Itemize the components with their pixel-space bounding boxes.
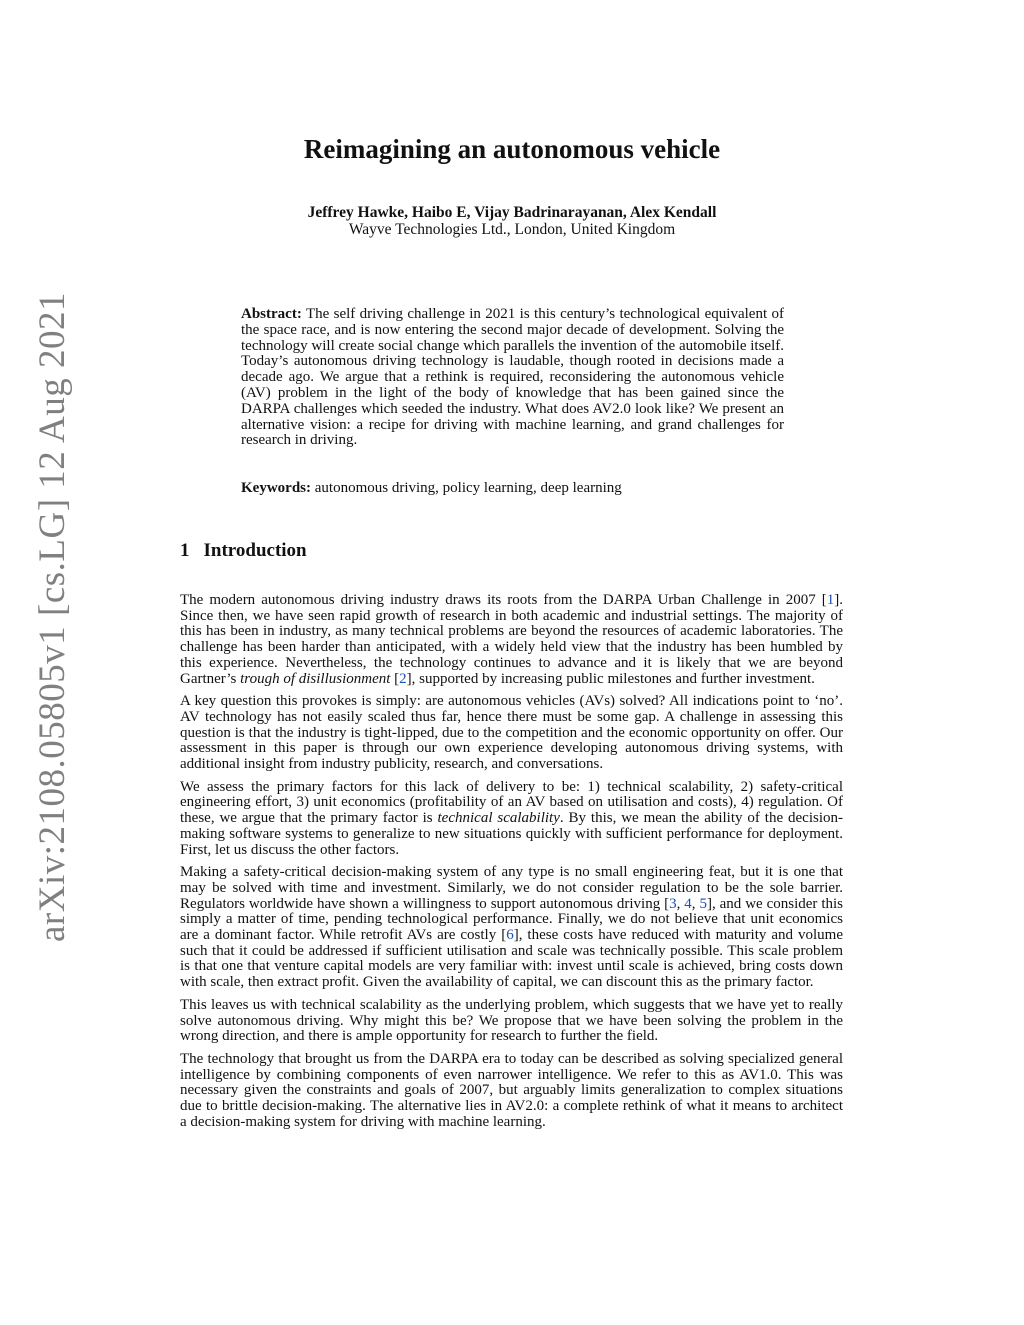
text-span: ], and we consider this simply a matter of time, pending technological performance. Finally, we do not believe that unit economics are a dominant factor. While retrofit AVs are costly [ — [180, 895, 843, 944]
abstract-text: The self driving challenge in 2021 is this century’s technological equivalent of the space race, and is now entering the second major decade of development. Solving the technology will create social change which parallels the invention of the automobile itself. Today’s autonomous driving technology is laudable, though rooted in decisions made a decade ago. We argue that a rethink is required, reconsidering the autonomous vehicle (AV) problem in the light of the body of knowledge that has been gained since the DARPA challenges which seeded the industry. What does AV2.0 look like? We present an alternative vision: a recipe for driving with machine learning, and grand challenges for research in driving. — [241, 306, 784, 449]
emphasis: technical scalability — [437, 810, 560, 827]
text-span: Making a safety-critical decision-making system of any type is no small engineering feat, but it is one that may be solved with time and investment. Similarly, we do not consider regulation to be the sole barrier. Regulators worldwide have shown a willingness to support autonomous driving [ — [180, 864, 843, 912]
paragraph-5: This leaves us with technical scalability as the underlying problem, which suggests that we have yet to really solve autonomous driving. Why might this be? We propose that we have been solving the problem in the wrong direction, and there is ample opportunity for research to further the field. — [180, 996, 843, 1045]
text-span: ]. Since then, we have seen rapid growth of research in both academic and industrial settings. The majority of this has been in industry, as many technical problems are beyond the resources of academic laboratories. The challenge has been harder than anticipated, with a widely held view that the industry has been humbled by this experience. Nevertheless, the technology continues to advance and it is likely that we are beyond Gartner’s — [180, 592, 843, 687]
abstract-label: Abstract: — [241, 306, 302, 322]
text-span: The modern autonomous driving industry draws its roots from the DARPA Urban Challenge in 2007 [ — [180, 592, 827, 608]
paragraph-2: A key question this provokes is simply: are autonomous vehicles (AVs) solved? All indications point to ‘no’. AV technology has not easily scaled thus far, hence there must be some gap. A challenge in assessing this question is that the industry is tight-lipped, due to the competition and the economic opportunity on offer. Our assessment in this paper is through our own experience developing autonomous driving systems, with additional insight from industry publicity, research, and conversations. — [180, 693, 843, 773]
section-number: 1 — [180, 540, 190, 561]
paper-title: Reimagining an autonomous vehicle — [303, 134, 721, 164]
text-span: We assess the primary factors for this lack of delivery to be: 1) technical scalability, 2) safety-critical engineering effort, 3) unit economics (profitability of an AV based on utilisation and costs), 4) regulation. Of these, we argue that the primary factor is — [180, 778, 843, 827]
paragraph-1 — [180, 593, 843, 687]
keywords-label: Keywords: — [241, 480, 311, 496]
section-body — [180, 593, 843, 1138]
citation-link[interactable]: 5 — [699, 895, 707, 912]
paragraph-3 — [180, 780, 843, 859]
citation-link[interactable]: 2 — [399, 670, 407, 687]
arxiv-identifier: arXiv:2108.05805v1 [cs.LG] 12 Aug 2021 — [32, 292, 73, 942]
citation-link[interactable]: 4 — [684, 895, 692, 912]
text-span: , — [676, 895, 685, 912]
affiliation: Wayve Technologies Ltd., London, United Kingdom — [348, 221, 676, 238]
text-span: . By this, we mean the ability of the decision-making software systems to generalize to new situations quickly with sufficient performance for deployment. First, let us discuss the other factors. — [180, 810, 843, 858]
author-block — [0, 204, 1024, 238]
keywords — [241, 480, 784, 496]
abstract — [241, 307, 784, 449]
paragraph-6: The technology that brought us from the DARPA era to today can be described as solving specialized general intelligence by combining components of even narrower intelligence. We refer to this as AV1.0. This was necessary given the constraints and goals of 2007, but arguably limits generalization to complex situations due to brittle decision-making. The alternative lies in AV2.0: a complete rethink of what it means to architect a decision-making system for driving with machine learning. — [180, 1050, 843, 1130]
text-span: [ — [390, 670, 400, 687]
text-span: ], these costs have reduced with maturity and volume such that it could be addressed if sufficient utilisation and scale was technically possible. This scale problem is that one that venture capital models are very familiar with: invest until scale is achieved, bring costs down with scale, then extract profit. Given the availability of capital, we can discount this as the primary factor. — [180, 927, 843, 991]
author-names: Jeffrey Hawke, Haibo E, Vijay Badrinarayanan, Alex Kendall — [307, 204, 717, 221]
citation-link[interactable]: 3 — [669, 895, 677, 912]
keywords-text: autonomous driving, policy learning, deep learning — [314, 480, 622, 496]
emphasis: trough of disillusionment — [240, 670, 391, 687]
section-heading — [180, 540, 307, 562]
paragraph-4 — [180, 865, 843, 991]
citation-link[interactable]: 6 — [506, 927, 514, 944]
section-title: Introduction — [203, 540, 307, 561]
citation-link[interactable]: 1 — [826, 592, 835, 608]
text-span: , — [691, 895, 700, 912]
text-span: ], supported by increasing public milestones and further investment. — [406, 670, 815, 687]
